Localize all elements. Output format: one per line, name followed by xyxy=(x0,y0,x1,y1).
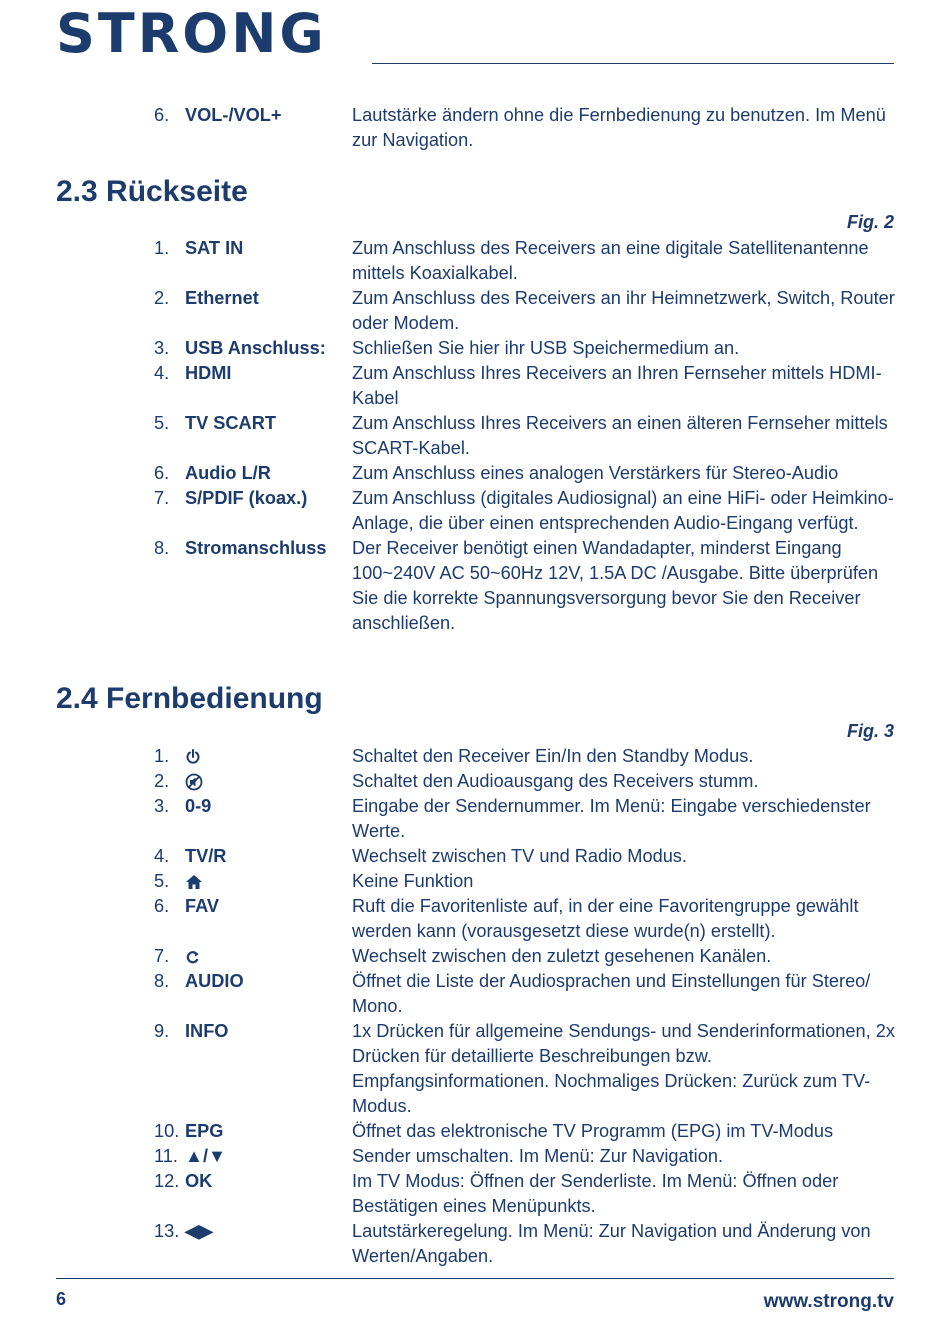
item-number: 4. xyxy=(154,846,170,866)
item-description: Schließen Sie hier ihr USB Speichermedium an. xyxy=(352,338,740,358)
item-key: INFO xyxy=(185,1021,229,1041)
item-description: Ruft die Favoritenliste auf, in der eine Favoritengruppe gewählt werden kann (vorausgesetzt diese wurde(n) erstellt). xyxy=(352,896,859,941)
item-key: 0-9 xyxy=(185,796,212,816)
item-description: Wechselt zwischen den zuletzt gesehenen Kanälen. xyxy=(352,946,772,966)
item-description: Lautstärkeregelung. Im Menü: Zur Navigation und Änderung von Werten/Angaben. xyxy=(352,1221,871,1266)
item-number: 1. xyxy=(154,238,170,258)
item-number: 3. xyxy=(154,338,170,358)
item-number: 8. xyxy=(154,538,170,558)
item-description: Zum Anschluss Ihres Receivers an einen älteren Fernseher mittels SCART-Kabel. xyxy=(352,413,888,458)
list-item xyxy=(154,536,896,636)
item-key: Ethernet xyxy=(185,288,259,308)
item-number: 8. xyxy=(154,971,170,991)
item-number: 6. xyxy=(154,896,170,916)
top-list xyxy=(154,103,896,153)
item-key: TV SCART xyxy=(185,413,276,433)
item-number: 11. xyxy=(154,1146,178,1166)
fernbedienung-list xyxy=(154,744,896,1269)
list-item xyxy=(154,1144,896,1169)
item-description: Zum Anschluss Ihres Receivers an Ihren Fernseher mittels HDMI-Kabel xyxy=(352,363,882,408)
item-number: 1. xyxy=(154,746,170,766)
strong-logo: STRONG xyxy=(56,2,327,65)
list-item xyxy=(154,286,896,336)
list-item xyxy=(154,1219,896,1269)
item-description: Lautstärke ändern ohne die Fernbedienung zu benutzen. Im Menü zur Navigation. xyxy=(352,105,886,150)
item-key: EPG xyxy=(185,1121,224,1141)
item-description: Schaltet den Receiver Ein/In den Standby Modus. xyxy=(352,746,754,766)
item-description: Schaltet den Audioausgang des Receivers stumm. xyxy=(352,771,759,791)
item-key: S/PDIF (koax.) xyxy=(185,488,308,508)
list-item xyxy=(154,461,896,486)
item-description: Wechselt zwischen TV und Radio Modus. xyxy=(352,846,687,866)
item-number: 10. xyxy=(154,1121,180,1141)
item-key: AUDIO xyxy=(185,971,244,991)
item-key: Audio L/R xyxy=(185,463,271,483)
item-number: 6. xyxy=(154,463,170,483)
item-key: HDMI xyxy=(185,363,232,383)
item-description: Im TV Modus: Öffnen der Senderliste. Im Menü: Öffnen oder Bestätigen eines Menüpunkts. xyxy=(352,1171,839,1216)
list-item xyxy=(154,944,896,969)
item-key: VOL-/VOL+ xyxy=(185,105,282,125)
list-item xyxy=(154,103,896,153)
item-key: FAV xyxy=(185,896,220,916)
list-item xyxy=(154,894,896,944)
list-item xyxy=(154,411,896,461)
item-description: Der Receiver benötigt einen Wandadapter, minderst Eingang 100~240V AC 50~60Hz 12V, 1.5A DC /Ausgabe. Bitte überprüfen Sie die korrekte Spannungsversorgung bevor Sie den Receiver anschließen. xyxy=(352,538,879,633)
item-description: Sender umschalten. Im Menü: Zur Navigation. xyxy=(352,1146,723,1166)
fig-label: Fig. 2 xyxy=(846,212,894,232)
item-number: 13. xyxy=(154,1221,180,1241)
item-description: Keine Funktion xyxy=(352,871,474,891)
item-number: 5. xyxy=(154,413,170,433)
list-item xyxy=(154,744,896,769)
item-description: Öffnet die Liste der Audiosprachen und Einstellungen für Stereo/ Mono. xyxy=(352,971,871,1016)
item-number: 7. xyxy=(154,488,170,508)
item-key: ▲/▼ xyxy=(185,1146,227,1166)
item-description: Öffnet das elektronische TV Programm (EPG) im TV-Modus xyxy=(352,1121,834,1141)
footer-rule xyxy=(56,1278,894,1279)
list-item xyxy=(154,794,896,844)
mute-icon xyxy=(185,773,203,791)
recall-icon xyxy=(185,949,201,965)
list-item xyxy=(154,844,896,869)
item-key: OK xyxy=(185,1171,213,1191)
list-item xyxy=(154,1019,896,1119)
section-title-fernbedienung: 2.4 Fernbedienung xyxy=(56,682,323,715)
item-key: SAT IN xyxy=(185,238,244,258)
home-icon xyxy=(185,874,203,890)
item-description: Zum Anschluss des Receivers an ihr Heimnetzwerk, Switch, Router oder Modem. xyxy=(352,288,895,333)
website-link[interactable]: www.strong.tv xyxy=(763,1291,894,1312)
list-item xyxy=(154,361,896,411)
list-item xyxy=(154,336,896,361)
item-number: 2. xyxy=(154,771,170,791)
item-number: 7. xyxy=(154,946,170,966)
list-item xyxy=(154,969,896,1019)
item-description: Zum Anschluss (digitales Audiosignal) an eine HiFi- oder Heimkino-Anlage, die über einen entsprechenden Audio-Eingang verfügt. xyxy=(352,488,894,533)
section-title-rueckseite: 2.3 Rückseite xyxy=(56,175,248,208)
list-item xyxy=(154,236,896,286)
item-key: ◀▶ xyxy=(185,1221,213,1241)
item-number: 5. xyxy=(154,871,170,891)
item-number: 9. xyxy=(154,1021,170,1041)
list-item xyxy=(154,1169,896,1219)
fig-label: Fig. 3 xyxy=(846,721,894,741)
item-description: Eingabe der Sendernummer. Im Menü: Eingabe verschiedenster Werte. xyxy=(352,796,871,841)
item-description: Zum Anschluss des Receivers an eine digitale Satellitenantenne mittels Koaxialkabel. xyxy=(352,238,869,283)
item-number: 4. xyxy=(154,363,170,383)
item-key: TV/R xyxy=(185,846,227,866)
list-item xyxy=(154,869,896,894)
item-description: 1x Drücken für allgemeine Sendungs- und Senderinformationen, 2x Drücken für detaillierte Beschreibungen bzw. Empfangsinformationen. Nochmaliges Drücken: Zurück zum TV-Modus. xyxy=(352,1021,895,1116)
list-item xyxy=(154,1119,896,1144)
rueckseite-list xyxy=(154,236,896,636)
item-key: USB Anschluss: xyxy=(185,338,326,358)
item-key: Stromanschluss xyxy=(185,538,327,558)
list-item xyxy=(154,769,896,794)
item-number: 12. xyxy=(154,1171,180,1191)
item-number: 3. xyxy=(154,796,170,816)
page-number: 6 xyxy=(56,1289,67,1309)
list-item xyxy=(154,486,896,536)
power-icon xyxy=(185,749,201,765)
item-number: 6. xyxy=(154,105,170,125)
item-number: 2. xyxy=(154,288,170,308)
item-description: Zum Anschluss eines analogen Verstärkers für Stereo-Audio xyxy=(352,463,839,483)
header-rule xyxy=(372,63,894,64)
